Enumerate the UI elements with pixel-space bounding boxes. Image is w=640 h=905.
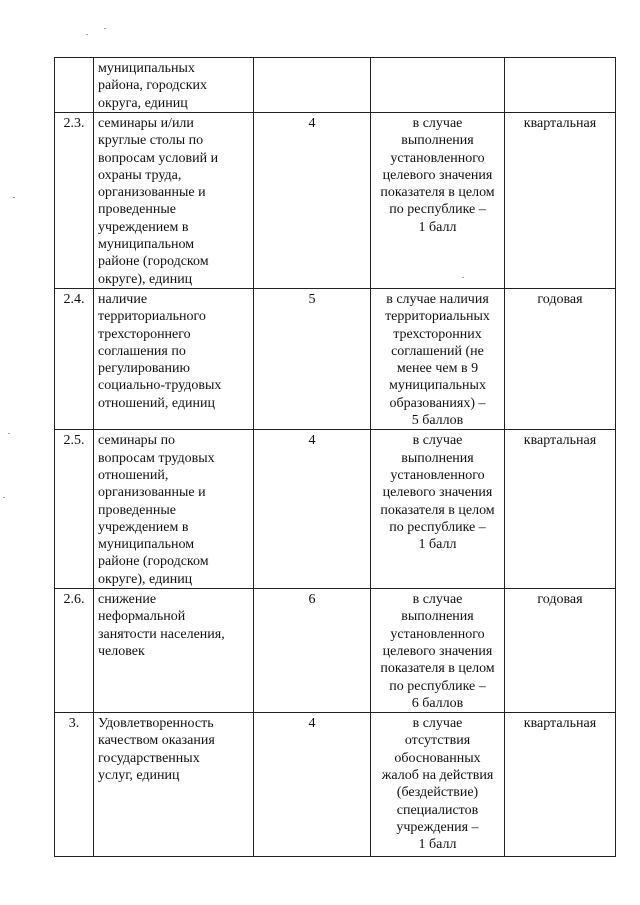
cell-text-line: вопросам трудовых (98, 450, 215, 466)
cell-text-line: установленного (390, 467, 485, 483)
cell-text-line: округе), единиц (98, 571, 193, 587)
cell-text-line: снижение (98, 592, 157, 608)
cell-text-line: по республике – (389, 678, 486, 694)
cell-text-line: вопросам условий и (98, 150, 219, 166)
cell-text-line: охраны труда, (98, 167, 182, 183)
cell-text-line: 1 балл (418, 837, 457, 853)
cell-text-line: соглашения по (98, 343, 186, 359)
cell-text-line: семинары по (98, 433, 176, 449)
cell-text-line: менее чем в 9 (396, 361, 479, 377)
cell-text-line: обоснованных (394, 750, 481, 766)
row-number-cell: 2.3. (55, 113, 94, 289)
table-row (55, 713, 616, 857)
cell-text-line: социально-трудовых (98, 378, 222, 394)
cell-text-line: округе), единиц (98, 271, 193, 287)
cell-text-line: округа, единиц (98, 95, 188, 111)
cell-text-line: территориальных (385, 309, 490, 325)
scan-speck (462, 277, 464, 278)
cell-text-line: территориального (98, 309, 206, 325)
cell-text-line: установленного (390, 150, 485, 166)
cell-text-line: муниципальном (98, 537, 195, 553)
table-row (55, 288, 616, 429)
periodicity-cell: годовая (505, 589, 616, 713)
periodicity-cell (505, 58, 616, 113)
scan-speck (86, 34, 88, 35)
cell-text-line: 5 баллов (411, 413, 464, 429)
cell-text-line: занятости населения, (98, 626, 225, 642)
cell-text-line: (бездействие) (396, 785, 479, 801)
cell-text-line: человек (98, 643, 145, 659)
max-score-cell: 5 (254, 288, 371, 429)
scan-speck (8, 433, 10, 434)
condition-cell (371, 113, 505, 289)
criteria-table-body (55, 58, 616, 857)
cell-text-line: в случае (412, 592, 463, 608)
cell-text-line: учреждением в (98, 519, 189, 535)
indicator-name-cell (94, 58, 254, 113)
condition-cell (371, 430, 505, 589)
cell-text-line: услуг, единиц (98, 767, 180, 783)
cell-text-line: отношений, (98, 467, 169, 483)
cell-text-line: специалистов (396, 802, 479, 818)
periodicity-cell: квартальная (505, 713, 616, 857)
cell-text-line: трехстороннего (98, 326, 191, 342)
condition-cell (371, 713, 505, 857)
cell-text-line: показателя в целом (380, 185, 495, 201)
cell-text-line: круглые столы по (98, 133, 204, 149)
cell-text-line: района, городских (98, 78, 208, 94)
table-row (55, 113, 616, 289)
cell-text-line: районе (городском (98, 554, 209, 570)
cell-text-line: регулированию (98, 361, 190, 377)
cell-text-line: организованные и (98, 485, 206, 501)
periodicity-cell: квартальная (505, 430, 616, 589)
cell-text-line: целевого значения (382, 485, 493, 501)
scan-speck (3, 497, 5, 498)
cell-text-line: учреждения – (396, 819, 479, 835)
cell-text-line: районе (городском (98, 254, 209, 270)
cell-text-line: учреждением в (98, 219, 189, 235)
cell-text-line: целевого значения (382, 643, 493, 659)
cell-text-line: по республике – (389, 202, 486, 218)
cell-text-line: организованные и (98, 185, 206, 201)
cell-text-line: 6 баллов (411, 695, 464, 711)
indicator-name-cell (94, 288, 254, 429)
cell-text-line: неформальной (98, 609, 186, 625)
indicator-name-cell (94, 113, 254, 289)
cell-text-line: жалоб на действия (381, 767, 494, 783)
cell-text-line: семинары и/или (98, 116, 194, 131)
cell-text-line: трехсторонних (393, 326, 482, 342)
cell-text-line: по республике – (389, 519, 486, 535)
row-number-cell: 3. (55, 713, 94, 857)
max-score-cell: 6 (254, 589, 371, 713)
criteria-table (54, 57, 616, 857)
row-number-cell: 2.5. (55, 430, 94, 589)
cell-text-line: выполнения (401, 609, 474, 625)
cell-text-line: проведенные (98, 502, 176, 518)
cell-text-line: в случае (412, 433, 463, 449)
cell-text-line: 1 балл (418, 219, 457, 235)
indicator-name-cell (94, 713, 254, 857)
max-score-cell: 4 (254, 713, 371, 857)
table-row (55, 430, 616, 589)
cell-text-line: выполнения (401, 133, 474, 149)
condition-cell (371, 58, 505, 113)
cell-text-line: в случае (412, 716, 463, 732)
cell-text-line: установленного (390, 626, 485, 642)
row-number-cell: 2.4. (55, 288, 94, 429)
cell-text-line: образованиях) – (389, 395, 486, 411)
max-score-cell: 4 (254, 430, 371, 589)
cell-text-line: соглашений (не (391, 343, 484, 359)
cell-text-line: Удовлетворенность (98, 716, 214, 732)
cell-text-line: 1 балл (418, 537, 457, 553)
cell-text-line: выполнения (401, 450, 474, 466)
periodicity-cell: годовая (505, 288, 616, 429)
table-row (55, 589, 616, 713)
cell-text-line: наличие (98, 291, 148, 307)
condition-cell (371, 589, 505, 713)
cell-text-line: муниципальном (98, 237, 195, 253)
indicator-name-cell (94, 430, 254, 589)
cell-text-line: в случае наличия (386, 291, 489, 307)
indicator-name-cell (94, 589, 254, 713)
cell-text-line: государственных (98, 750, 200, 766)
scan-speck (104, 28, 106, 29)
condition-cell (371, 288, 505, 429)
row-number-cell (55, 58, 94, 113)
max-score-cell (254, 58, 371, 113)
scan-speck (13, 197, 15, 198)
periodicity-cell: квартальная (505, 113, 616, 289)
cell-text-line: в случае (412, 116, 463, 131)
cell-text-line: проведенные (98, 202, 176, 218)
row-number-cell: 2.6. (55, 589, 94, 713)
cell-text-line: муниципальных (389, 378, 486, 394)
cell-text-line: целевого значения (382, 167, 493, 183)
cell-text-line: отношений, единиц (98, 395, 216, 411)
table-row (55, 58, 616, 113)
cell-text-line: показателя в целом (380, 502, 495, 518)
cell-text-line: муниципальных (98, 61, 195, 76)
cell-text-line: отсутствия (404, 733, 471, 749)
cell-text-line: качеством оказания (98, 733, 215, 749)
max-score-cell: 4 (254, 113, 371, 289)
cell-text-line: показателя в целом (380, 661, 495, 677)
